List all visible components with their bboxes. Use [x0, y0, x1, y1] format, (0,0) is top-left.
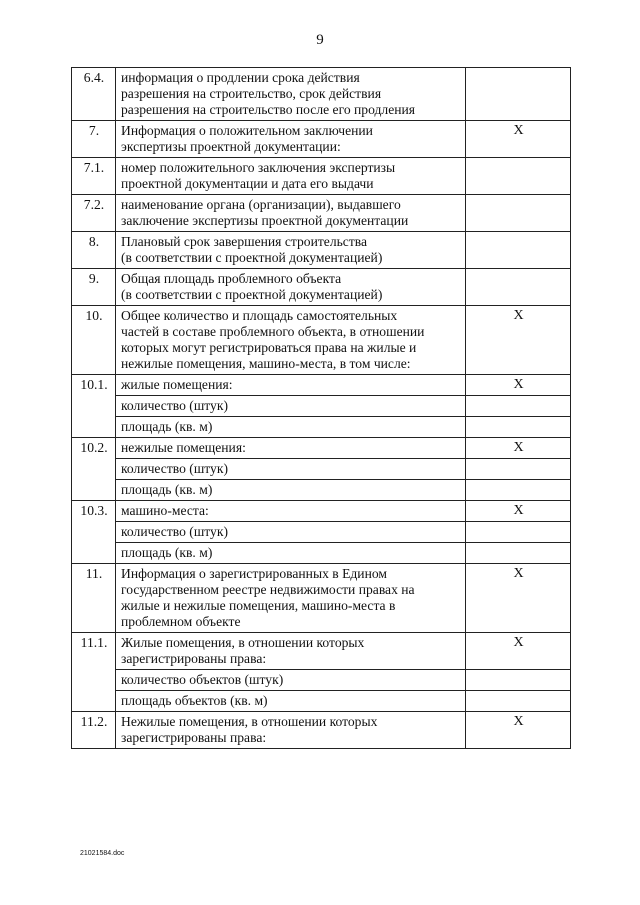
table-row — [72, 501, 571, 522]
row-text: Плановый срок завершения строительства (в соответствии с проектной документацией) — [116, 232, 466, 269]
row-mark — [466, 480, 571, 501]
row-mark — [466, 670, 571, 691]
row-text: количество (штук) — [116, 522, 466, 543]
row-text: Нежилые помещения, в отношении которых зарегистрированы права: — [116, 712, 466, 749]
table-row — [72, 633, 571, 670]
row-mark: X — [466, 501, 571, 522]
row-text: количество объектов (штук) — [116, 670, 466, 691]
row-mark: X — [466, 306, 571, 375]
table-row — [72, 68, 571, 121]
row-text: площадь (кв. м) — [116, 480, 466, 501]
row-number: 10.1. — [72, 375, 116, 438]
row-mark: X — [466, 633, 571, 670]
row-text: количество (штук) — [116, 396, 466, 417]
row-mark — [466, 158, 571, 195]
table-row — [72, 158, 571, 195]
document-filename: 21021584.doc — [80, 850, 125, 857]
row-text: площадь (кв. м) — [116, 417, 466, 438]
table-row — [72, 375, 571, 396]
row-mark — [466, 232, 571, 269]
row-text: наименование органа (организации), выдавшего заключение экспертизы проектной документации — [116, 195, 466, 232]
row-number: 6.4. — [72, 68, 116, 121]
table-row — [72, 195, 571, 232]
row-number: 10.2. — [72, 438, 116, 501]
row-number: 7.1. — [72, 158, 116, 195]
table-row — [72, 670, 571, 691]
table-row — [72, 712, 571, 749]
form-table — [71, 67, 571, 749]
table-row — [72, 417, 571, 438]
row-mark — [466, 543, 571, 564]
table-row — [72, 121, 571, 158]
row-text: жилые помещения: — [116, 375, 466, 396]
table-row — [72, 396, 571, 417]
table-row — [72, 691, 571, 712]
table-row — [72, 543, 571, 564]
row-number: 11. — [72, 564, 116, 633]
row-mark — [466, 522, 571, 543]
row-number: 8. — [72, 232, 116, 269]
row-text: машино-места: — [116, 501, 466, 522]
row-text: Жилые помещения, в отношении которых зарегистрированы права: — [116, 633, 466, 670]
row-number: 9. — [72, 269, 116, 306]
row-mark — [466, 417, 571, 438]
row-mark: X — [466, 375, 571, 396]
page-number: 9 — [316, 32, 324, 48]
row-text: площадь объектов (кв. м) — [116, 691, 466, 712]
row-number: 7. — [72, 121, 116, 158]
row-mark: X — [466, 564, 571, 633]
row-number: 11.1. — [72, 633, 116, 712]
table-row — [72, 269, 571, 306]
row-text: Информация о зарегистрированных в Едином государственном реестре недвижимости правах на жилые и нежилые помещения, машино-места в проблемном объекте — [116, 564, 466, 633]
row-mark — [466, 195, 571, 232]
row-text: площадь (кв. м) — [116, 543, 466, 564]
row-mark: X — [466, 438, 571, 459]
table-row — [72, 522, 571, 543]
row-text: Общая площадь проблемного объекта (в соответствии с проектной документацией) — [116, 269, 466, 306]
row-mark — [466, 396, 571, 417]
table-row — [72, 306, 571, 375]
row-number: 10. — [72, 306, 116, 375]
row-number: 11.2. — [72, 712, 116, 749]
row-text: Информация о положительном заключении экспертизы проектной документации: — [116, 121, 466, 158]
row-text: Общее количество и площадь самостоятельных частей в составе проблемного объекта, в отношении которых могут регистрироваться права на жилые и нежилые помещения, машино-места, в том числе: — [116, 306, 466, 375]
row-mark — [466, 269, 571, 306]
row-mark: X — [466, 121, 571, 158]
row-number: 7.2. — [72, 195, 116, 232]
row-mark — [466, 691, 571, 712]
table-row — [72, 480, 571, 501]
table-row — [72, 232, 571, 269]
table-row — [72, 459, 571, 480]
row-text: номер положительного заключения экспертизы проектной документации и дата его выдачи — [116, 158, 466, 195]
row-number: 10.3. — [72, 501, 116, 564]
row-mark — [466, 68, 571, 121]
row-mark: X — [466, 712, 571, 749]
row-text: информация о продлении срока действия разрешения на строительство, срок действия разрешения на строительство после его продления — [116, 68, 466, 121]
table-row — [72, 438, 571, 459]
row-text: нежилые помещения: — [116, 438, 466, 459]
table-row — [72, 564, 571, 633]
row-mark — [466, 459, 571, 480]
row-text: количество (штук) — [116, 459, 466, 480]
